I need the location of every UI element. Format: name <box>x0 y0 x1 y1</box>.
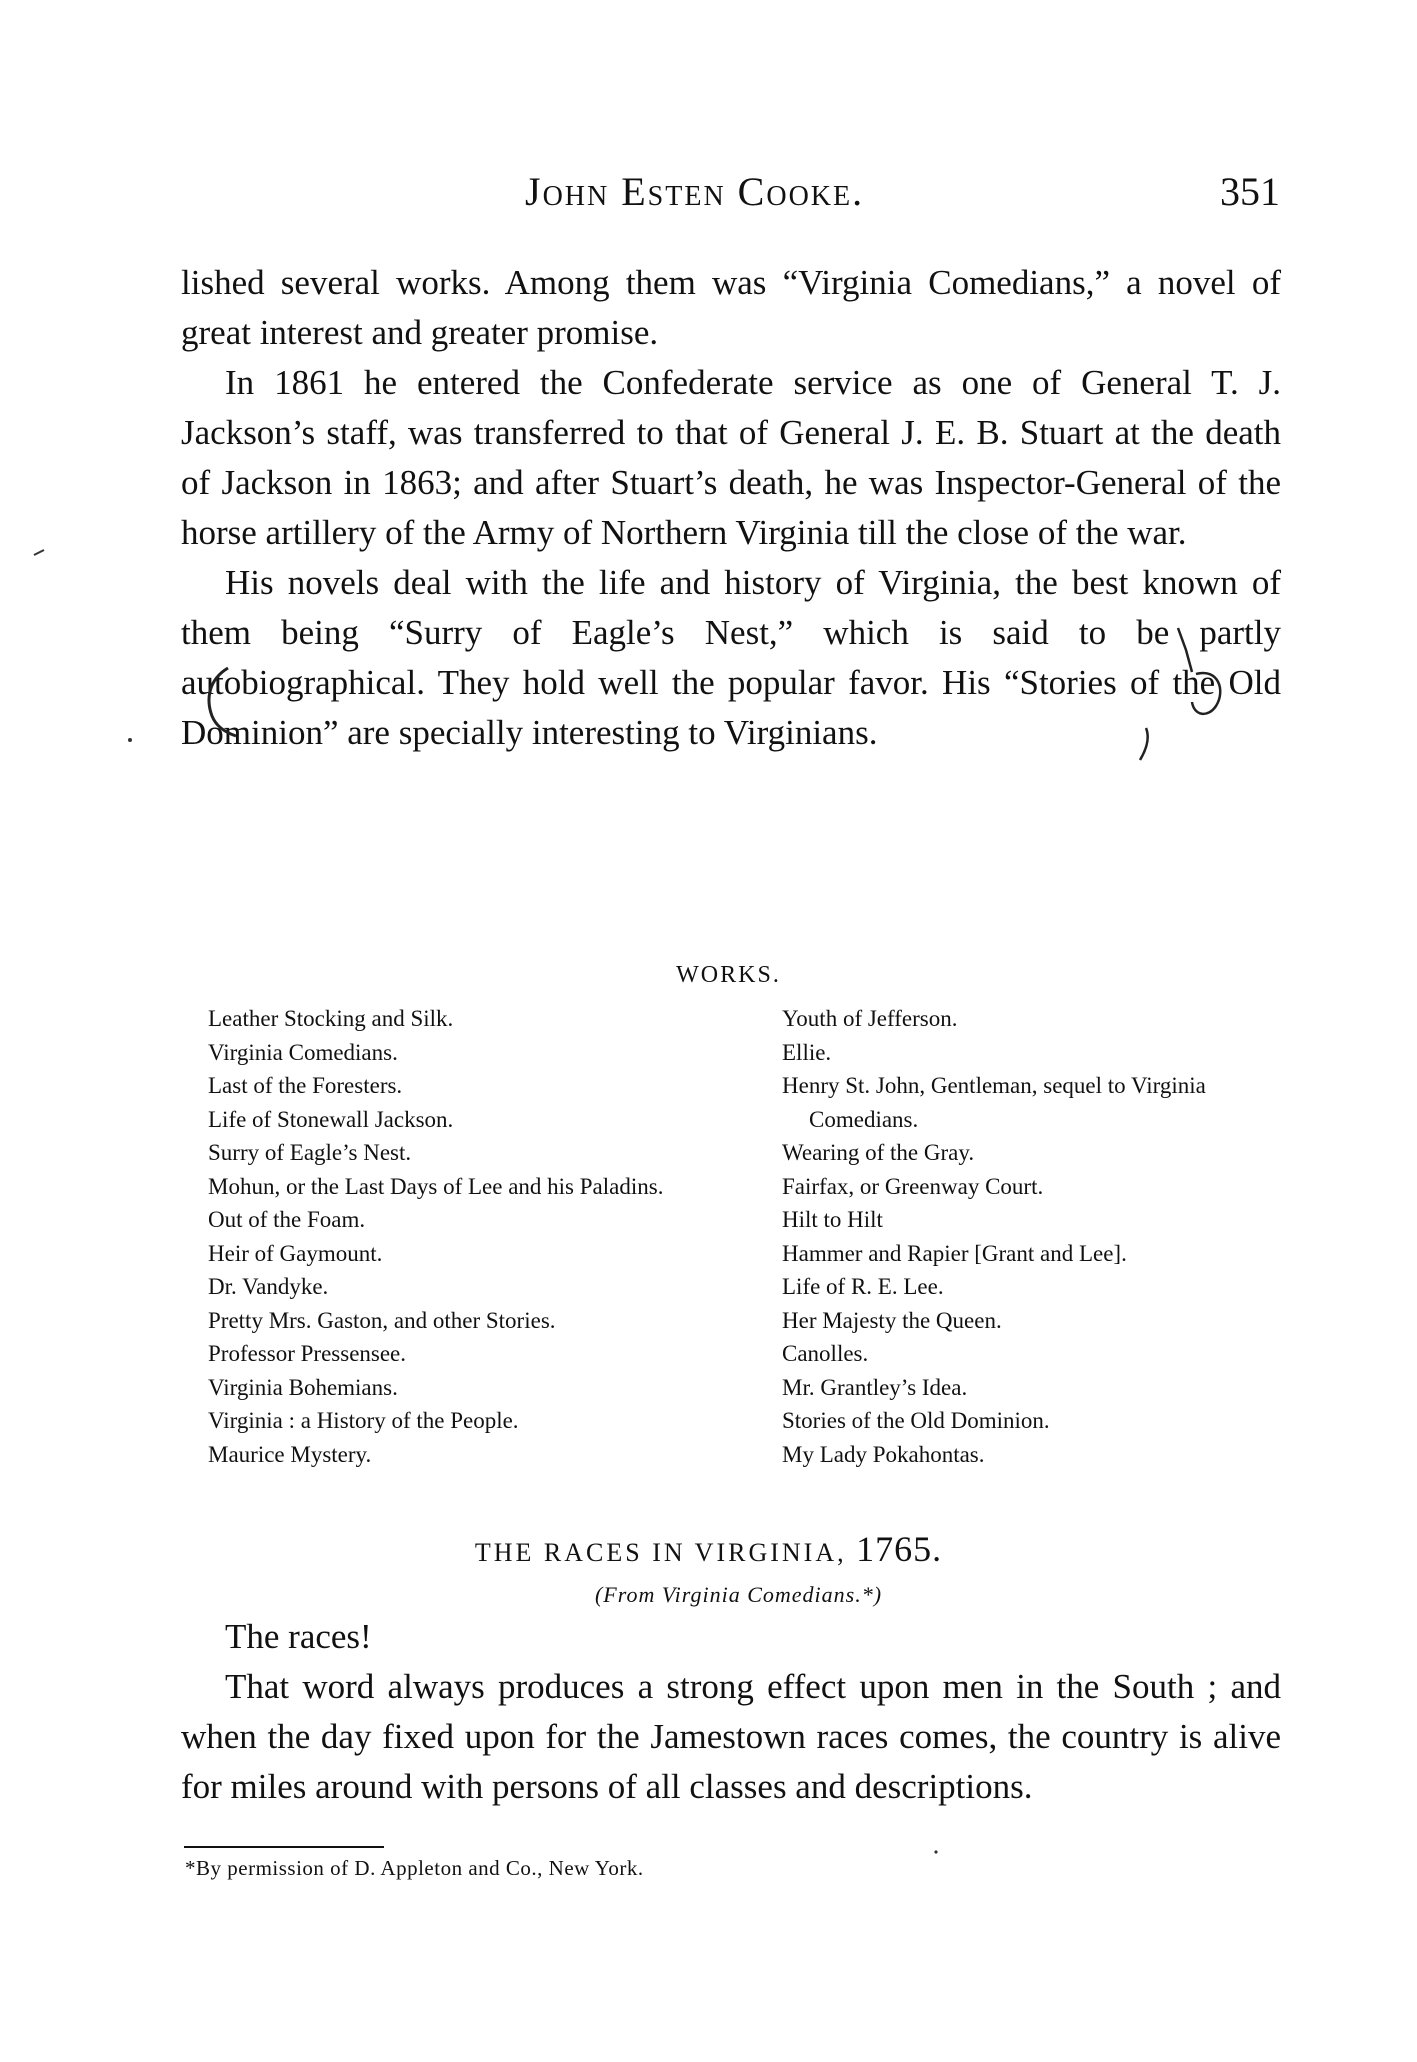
stray-mark <box>34 550 44 555</box>
list-item: Canolles. <box>782 1341 869 1366</box>
extract-heading <box>0 1528 1417 1570</box>
stray-dot <box>128 738 132 742</box>
footnote: *By permission of D. Appleton and Co., New York. <box>185 1856 644 1880</box>
list-item: Virginia Bohemians. <box>208 1374 398 1400</box>
extract-paragraph-2: That word always produces a strong effect upon men in the South ; and when the day fixed upon for the Jamestown races comes, the country is alive for miles around with persons of all classes and descriptions. <box>181 1667 1281 1806</box>
list-item: Henry St. John, Gentleman, sequel to Virginia Comedians. <box>782 1073 1206 1132</box>
body-text <box>181 258 1281 758</box>
list-item: Wearing of the Gray. <box>782 1140 975 1165</box>
list-item: Life of Stonewall Jackson. <box>208 1106 454 1132</box>
list-item: Surry of Eagle’s Nest. <box>208 1140 412 1165</box>
list-item: Virginia Comedians. <box>208 1039 398 1065</box>
works-list-left <box>208 1002 768 1471</box>
list-item: Last of the Foresters. <box>208 1073 403 1098</box>
extract-paragraph-1: The races! <box>225 1617 372 1656</box>
works-list-right <box>782 1002 1302 1471</box>
paragraph-1: lished several works. Among them was “Virginia Comedians,” a novel of great interest and greater promise. <box>181 263 1281 352</box>
list-item: Virginia : a History of the People. <box>208 1408 519 1433</box>
list-item: Maurice Mystery. <box>208 1441 372 1467</box>
list-item: Heir of Gaymount. <box>208 1240 383 1266</box>
list-item: Life of R. E. Lee. <box>782 1274 944 1299</box>
extract-year: 1765. <box>856 1529 943 1569</box>
list-item: Out of the Foam. <box>208 1207 366 1232</box>
list-item: Mohun, or the Last Days of Lee and his Paladins. <box>208 1173 664 1199</box>
list-item: Youth of Jefferson. <box>782 1006 958 1031</box>
list-item: Professor Pressensee. <box>208 1341 407 1366</box>
stray-dot <box>934 1850 937 1853</box>
paragraph-2: In 1861 he entered the Confederate service as one of General T. J. Jackson’s staff, was transferred to that of General J. E. B. Stuart at the death of Jackson in 1863; and after Stuart’s death, he was Inspector-General of the horse artillery of the Army of Northern Virginia till the close of the war. <box>181 363 1281 552</box>
running-title: John Esten Cooke. <box>525 169 865 214</box>
list-item: My Lady Pokahontas. <box>782 1441 985 1467</box>
list-item: Dr. Vandyke. <box>208 1274 329 1299</box>
page-number: 351 <box>1220 169 1280 214</box>
paragraph-3: His novels deal with the life and history of Virginia, the best known of them being “Surry of Eagle’s Nest,” which is said to be partly autobiographical. They hold well the popular favor. His “Stories of the Old Dominion” are specially interesting to Virginians. <box>181 563 1281 752</box>
list-item: Hammer and Rapier [Grant and Lee]. <box>782 1240 1127 1266</box>
extract-source: (From Virginia Comedians.*) <box>594 1582 883 1607</box>
list-item: Her Majesty the Queen. <box>782 1307 1002 1333</box>
list-item: Pretty Mrs. Gaston, and other Stories. <box>208 1307 556 1333</box>
footnote-rule <box>184 1846 384 1848</box>
list-item: Hilt to Hilt <box>782 1207 883 1232</box>
running-header <box>180 168 1280 228</box>
extract-text <box>181 1612 1281 1812</box>
list-item: Leather Stocking and Silk. <box>208 1006 454 1031</box>
list-item: Ellie. <box>782 1039 832 1065</box>
list-item: Mr. Grantley’s Idea. <box>782 1374 968 1400</box>
extract-title: THE RACES IN VIRGINIA, <box>474 1538 847 1567</box>
works-heading: WORKS. <box>676 962 781 988</box>
list-item: Fairfax, or Greenway Court. <box>782 1173 1044 1199</box>
list-item: Stories of the Old Dominion. <box>782 1408 1050 1433</box>
